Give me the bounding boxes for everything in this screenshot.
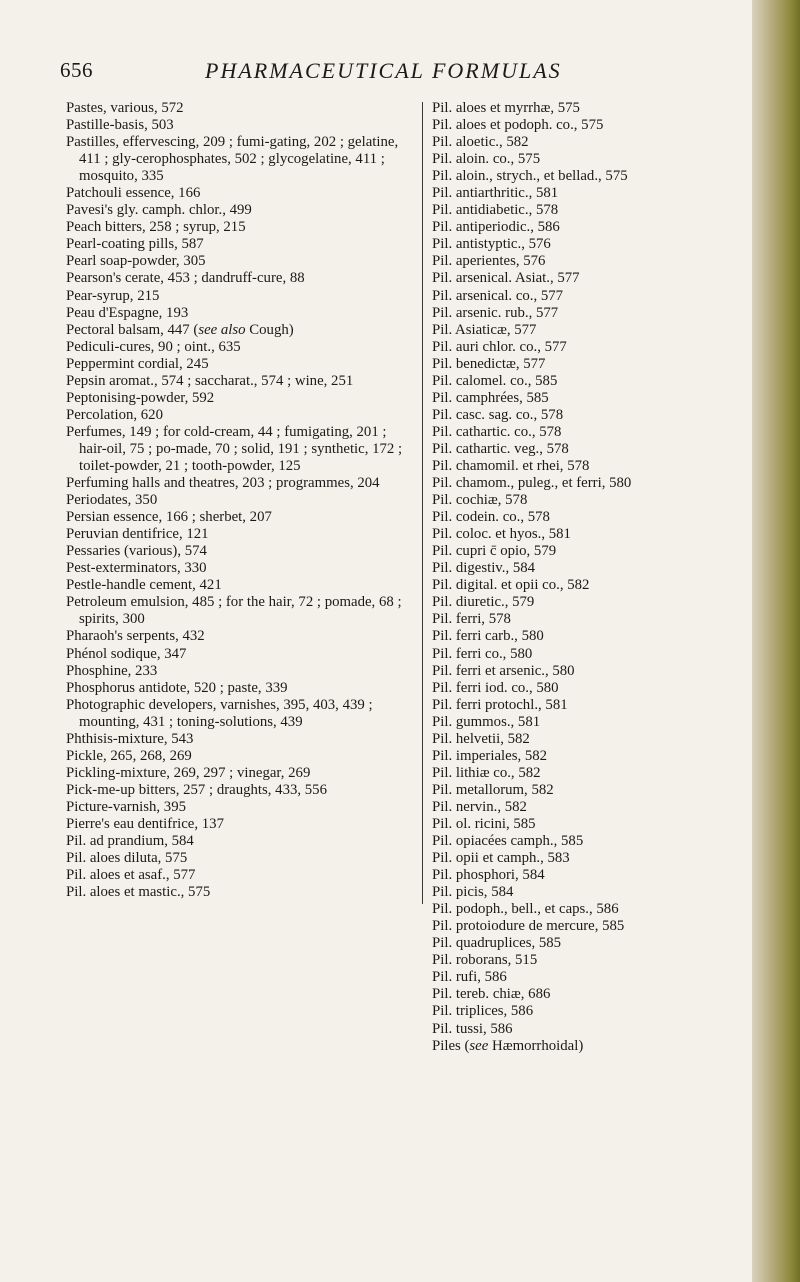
column-divider (422, 102, 423, 904)
index-entry: Pil. protoiodure de mercure, 585 (432, 918, 625, 935)
index-entry: Pil. helvetii, 582 (432, 730, 530, 747)
index-entry: Pavesi's gly. camph. chlor., 499 (66, 202, 252, 219)
index-entry: Pierre's eau dentifrice, 137 (66, 815, 224, 832)
index-entry: Pil. podoph., bell., et caps., 586 (432, 901, 619, 918)
index-entry: Pil. aloetic., 582 (432, 134, 529, 151)
index-entry: Pil. roborans, 515 (432, 952, 538, 969)
index-entry: Peau d'Espagne, 193 (66, 304, 189, 321)
index-entry: Phthisis-mixture, 543 (66, 730, 194, 747)
index-entry: Peptonising-powder, 592 (66, 389, 215, 406)
running-head: PHARMACEUTICAL FORMULAS (205, 58, 562, 83)
index-entry: Pil. ferri iod. co., 580 (432, 679, 559, 696)
index-entry: Pil. cathartic. co., 578 (432, 423, 562, 440)
index-entry: Petroleum emulsion, 485 ; for the hair, 72 ; pomade, 68 ; spirits, 300 (66, 594, 402, 628)
index-entry: Piles (see Hæmorrhoidal) (432, 1037, 584, 1054)
index-entry: Pessaries (various), 574 (66, 543, 207, 560)
index-entry: Pil. ferri carb., 580 (432, 628, 544, 645)
index-entry: Pil. metallorum, 582 (432, 781, 554, 798)
index-entry: Pil. coloc. et hyos., 581 (432, 526, 571, 543)
index-entry: Pil. gummos., 581 (432, 713, 541, 730)
index-entry: Periodates, 350 (66, 492, 158, 509)
index-entry: Pil. codein. co., 578 (432, 509, 550, 526)
index-entry: Pil. aloin., strych., et bellad., 575 (432, 168, 628, 185)
index-entry: Phosphorus antidote, 520 ; paste, 339 (66, 679, 288, 696)
index-entry: Pil. ferri et arsenic., 580 (432, 662, 575, 679)
index-entry: Pil. nervin., 582 (432, 798, 527, 815)
index-entry: Pediculi-cures, 90 ; oint., 635 (66, 338, 241, 355)
index-entry: Pil. rufi, 586 (432, 969, 507, 986)
index-entry: Pil. ol. ricini, 585 (432, 815, 536, 832)
index-entry: Pil. chamom., puleg., et ferri, 580 (432, 475, 632, 492)
index-entry: Pil. aloin. co., 575 (432, 151, 541, 168)
index-entry: Pearl-coating pills, 587 (66, 236, 204, 253)
index-entry: Pil. cupri c̄ opio, 579 (432, 543, 557, 560)
index-entry: Pil. tereb. chiæ, 686 (432, 986, 551, 1003)
index-entry: Pil. cochiæ, 578 (432, 492, 528, 509)
index-entry: Pil. Asiaticæ, 577 (432, 321, 537, 338)
index-entry: Pest-exterminators, 330 (66, 560, 207, 577)
index-entry: Pharaoh's serpents, 432 (66, 628, 205, 645)
index-entry: Pil. benedictæ, 577 (432, 355, 546, 372)
index-entry: Pil. ferri, 578 (432, 611, 511, 628)
index-entry: Percolation, 620 (66, 406, 163, 423)
index-entry: Pastes, various, 572 (66, 100, 184, 116)
index-entry: Phosphine, 233 (66, 662, 158, 679)
index-entry: Pil. quadruplices, 585 (432, 935, 562, 952)
index-entry: Pil. auri chlor. co., 577 (432, 338, 567, 355)
index-entry: Pil. phosphori, 584 (432, 867, 545, 884)
index-entry: Pil. arsenical. Asiat., 577 (432, 270, 580, 287)
index-entry: Pil. triplices, 586 (432, 1003, 534, 1020)
index-entry: Pil. ferri protochl., 581 (432, 696, 568, 713)
index-column-right (432, 100, 732, 1055)
index-entry: Pickle, 265, 268, 269 (66, 747, 192, 764)
index-entry: Pestle-handle cement, 421 (66, 577, 222, 594)
index-entry: Pil. tussi, 586 (432, 1020, 513, 1037)
index-entry: Pil. camphrées, 585 (432, 389, 549, 406)
index-entry: Pil. antiarthritic., 581 (432, 185, 559, 202)
index-entry: Pil. arsenical. co., 577 (432, 287, 564, 304)
index-entry: Pectoral balsam, 447 (see also Cough) (66, 321, 294, 338)
index-entry: Pil. chamomil. et rhei, 578 (432, 457, 590, 474)
index-entry: Pil. antidiabetic., 578 (432, 202, 559, 219)
index-entry: Pil. antistyptic., 576 (432, 236, 551, 253)
index-entry: Pil. imperiales, 582 (432, 747, 548, 764)
index-entry: Photographic developers, varnishes, 395, 403, 439 ; mounting, 431 ; toning-solutions, 439 (66, 696, 373, 730)
index-entry: Persian essence, 166 ; sherbet, 207 (66, 509, 272, 526)
index-entry: Pil. arsenic. rub., 577 (432, 304, 559, 321)
page-header (60, 58, 720, 88)
index-entry: Pickling-mixture, 269, 297 ; vinegar, 269 (66, 764, 311, 781)
index-entry: Pil. picis, 584 (432, 884, 514, 901)
index-entry: Pil. ad prandium, 584 (66, 833, 194, 850)
index-entry: Pil. lithiæ co., 582 (432, 764, 541, 781)
page-edge-shadow (752, 0, 800, 1282)
index-entry: Patchouli essence, 166 (66, 185, 201, 202)
index-entry: Pastille-basis, 503 (66, 117, 174, 134)
index-entry: Pil. calomel. co., 585 (432, 372, 558, 389)
index-column-left (66, 100, 411, 901)
index-entry: Pil. aloes et mastic., 575 (66, 884, 211, 901)
index-entry: Pil. casc. sag. co., 578 (432, 406, 564, 423)
index-entry: Picture-varnish, 395 (66, 798, 186, 815)
index-entry: Pil. aloes et asaf., 577 (66, 867, 196, 884)
index-entry: Peruvian dentifrice, 121 (66, 526, 209, 543)
index-entry: Perfuming halls and theatres, 203 ; programmes, 204 (66, 475, 380, 492)
index-entry: Pil. aloes et podoph. co., 575 (432, 117, 604, 134)
index-entry: Pepsin aromat., 574 ; saccharat., 574 ; wine, 251 (66, 372, 354, 389)
index-entry: Pil. aloes et myrrhæ, 575 (432, 100, 580, 116)
index-entry: Pil. digital. et opii co., 582 (432, 577, 590, 594)
index-entry: Pastilles, effervescing, 209 ; fumi-gating, 202 ; gelatine, 411 ; gly-cerophosphates, 502 ; glycogelatine, 411 ; mosquito, 335 (66, 134, 399, 185)
index-entry: Pearl soap-powder, 305 (66, 253, 206, 270)
index-entry: Pil. opiacées camph., 585 (432, 833, 584, 850)
index-entry: Peach bitters, 258 ; syrup, 215 (66, 219, 246, 236)
index-entry: Peppermint cordial, 245 (66, 355, 209, 372)
index-entry: Perfumes, 149 ; for cold-cream, 44 ; fumigating, 201 ; hair-oil, 75 ; po-made, 70 ; solid, 191 ; synthetic, 172 ; toilet-powder, 21 ; tooth-powder, 125 (66, 423, 403, 474)
index-entry: Pil. aloes diluta, 575 (66, 850, 188, 867)
index-entry: Pick-me-up bitters, 257 ; draughts, 433, 556 (66, 781, 327, 798)
page-number: 656 (60, 58, 93, 82)
index-entry: Pearson's cerate, 453 ; dandruff-cure, 88 (66, 270, 305, 287)
index-entry: Pil. digestiv., 584 (432, 560, 536, 577)
index-entry: Pil. opii et camph., 583 (432, 850, 570, 867)
index-entry: Pil. ferri co., 580 (432, 645, 533, 662)
index-entry: Pear-syrup, 215 (66, 287, 160, 304)
index-entry: Pil. diuretic., 579 (432, 594, 535, 611)
index-entry: Pil. cathartic. veg., 578 (432, 440, 569, 457)
index-entry: Pil. antiperiodic., 586 (432, 219, 560, 236)
index-entry: Pil. aperientes, 576 (432, 253, 546, 270)
index-entry: Phénol sodique, 347 (66, 645, 187, 662)
